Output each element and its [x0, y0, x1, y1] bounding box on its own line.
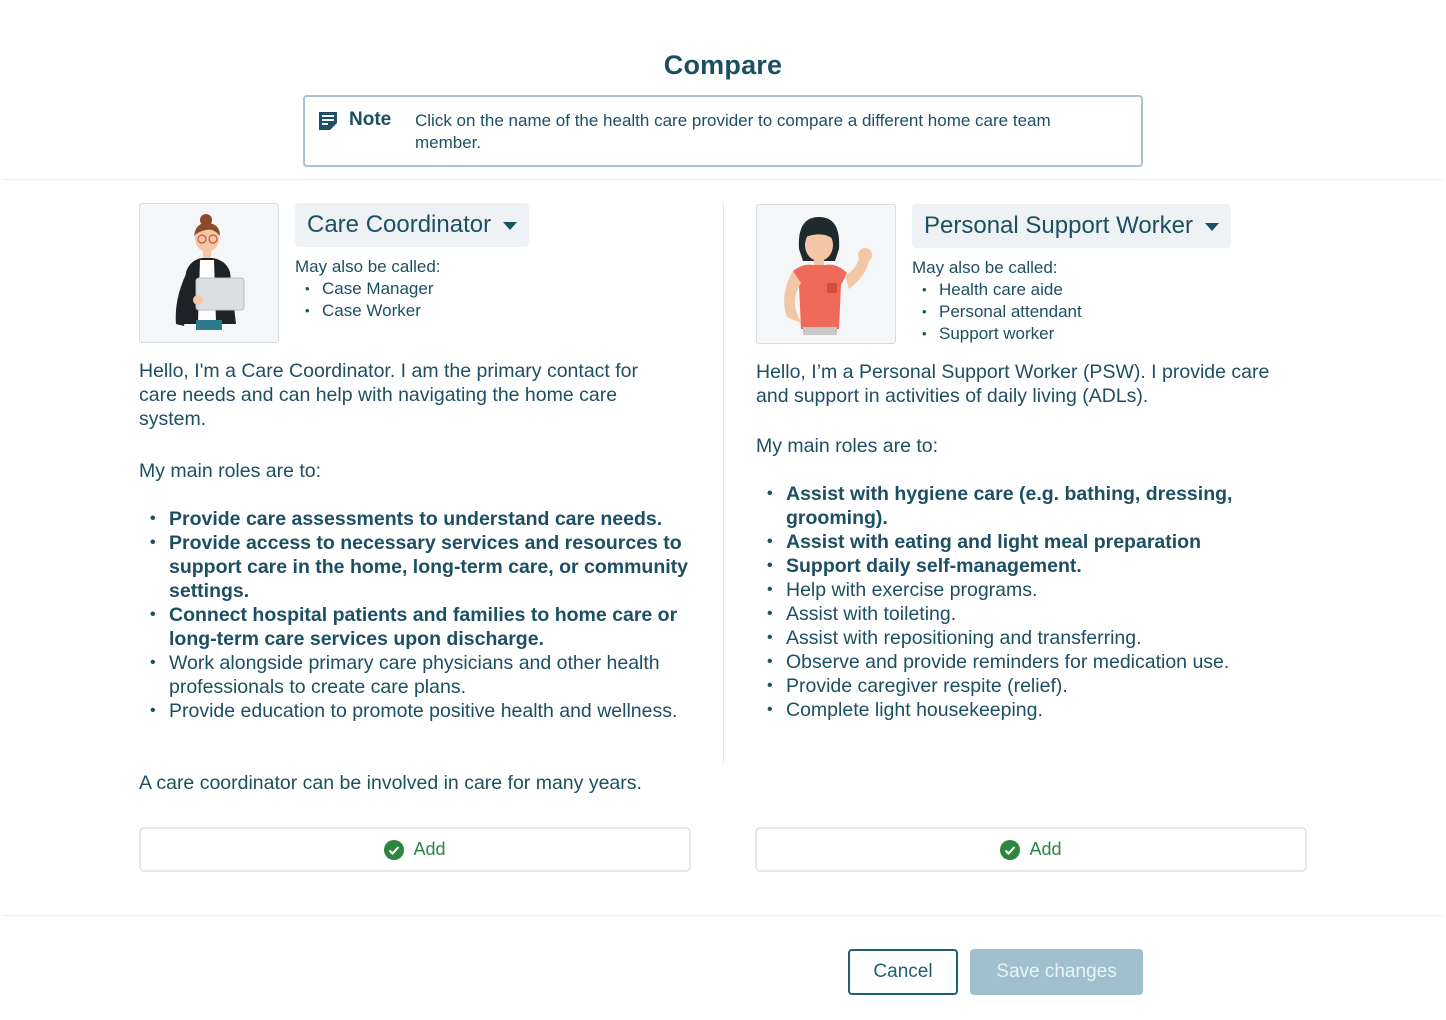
note-box — [303, 95, 1143, 167]
aka-label: May also be called: — [912, 258, 1058, 277]
care-coordinator-avatar — [139, 203, 279, 343]
role-select-left-label: Care Coordinator — [307, 211, 492, 238]
add-button-label: Add — [1029, 839, 1062, 859]
list-item: • Observe and provide reminders for medication use. — [756, 650, 1286, 674]
compare-dialog — [2, 0, 1444, 1020]
aka-list-left — [295, 278, 441, 322]
list-item: • Provide access to necessary services and resources to support care in the home, long-term care, or community settings. — [139, 531, 689, 603]
aka-label: May also be called: — [295, 257, 441, 276]
footer-text-left: A care coordinator can be involved in care for many years. — [139, 772, 642, 794]
intro-text-right: Hello, I’m a Personal Support Worker (PSW). I provide care and support in activities of daily living (ADLs). — [756, 361, 1270, 407]
check-circle-icon — [1000, 840, 1020, 860]
roles-list-left — [139, 507, 689, 723]
list-item: • Assist with hygiene care (e.g. bathing, dressing, grooming). — [756, 482, 1286, 530]
role-select-right-label: Personal Support Worker — [924, 212, 1194, 239]
list-item: • Connect hospital patients and families to home care or long-term care services upon discharge. — [139, 603, 689, 651]
list-item: • Help with exercise programs. — [756, 578, 1286, 602]
list-item: • Assist with repositioning and transferring. — [756, 626, 1286, 650]
cancel-button[interactable]: Cancel — [848, 949, 958, 995]
add-button-right[interactable] — [755, 827, 1307, 872]
list-item: • Assist with toileting. — [756, 602, 1286, 626]
aka-item: • Case Manager — [295, 278, 441, 300]
list-item: • Complete light housekeeping. — [756, 698, 1286, 722]
add-button-label: Add — [413, 839, 446, 859]
chevron-down-icon — [1205, 223, 1219, 231]
dialog-title: Compare — [663, 50, 783, 80]
aka-section-left — [295, 256, 441, 322]
list-item: • Assist with eating and light meal preparation — [756, 530, 1286, 554]
aka-list-right — [912, 279, 1082, 345]
aka-item: • Case Worker — [295, 300, 441, 322]
add-button-left[interactable] — [139, 827, 691, 872]
personal-support-worker-avatar — [756, 204, 896, 344]
role-select-right[interactable] — [912, 204, 1231, 248]
aka-item: • Health care aide — [912, 279, 1082, 301]
personal-support-worker-illustration — [757, 205, 896, 344]
save-changes-button[interactable]: Save changes — [970, 949, 1143, 995]
roles-label-right: My main roles are to: — [756, 435, 939, 457]
roles-label-left: My main roles are to: — [139, 460, 322, 482]
check-circle-icon — [384, 840, 404, 860]
note-label: Note — [349, 109, 392, 130]
aka-item: • Personal attendant — [912, 301, 1082, 323]
role-select-left[interactable] — [295, 203, 529, 247]
list-item: • Provide care assessments to understand care needs. — [139, 507, 689, 531]
column-divider — [723, 203, 724, 763]
chevron-down-icon — [503, 222, 517, 230]
list-item: • Provide education to promote positive health and wellness. — [139, 699, 689, 723]
dialog-footer — [2, 915, 1444, 1020]
care-coordinator-illustration — [140, 204, 279, 343]
dialog-header — [2, 0, 1444, 180]
roles-list-right — [756, 482, 1286, 722]
aka-section-right — [912, 257, 1082, 345]
list-item: • Work alongside primary care physicians and other health professionals to create care plans. — [139, 651, 689, 699]
note-text: Click on the name of the health care provider to compare a different home care team member. — [415, 111, 1051, 152]
intro-text-left: Hello, I'm a Care Coordinator. I am the primary contact for care needs and can help with navigating the home care system. — [139, 360, 639, 430]
note-icon — [318, 111, 338, 131]
aka-item: • Support worker — [912, 323, 1082, 345]
list-item: • Provide caregiver respite (relief). — [756, 674, 1286, 698]
list-item: • Support daily self-management. — [756, 554, 1286, 578]
